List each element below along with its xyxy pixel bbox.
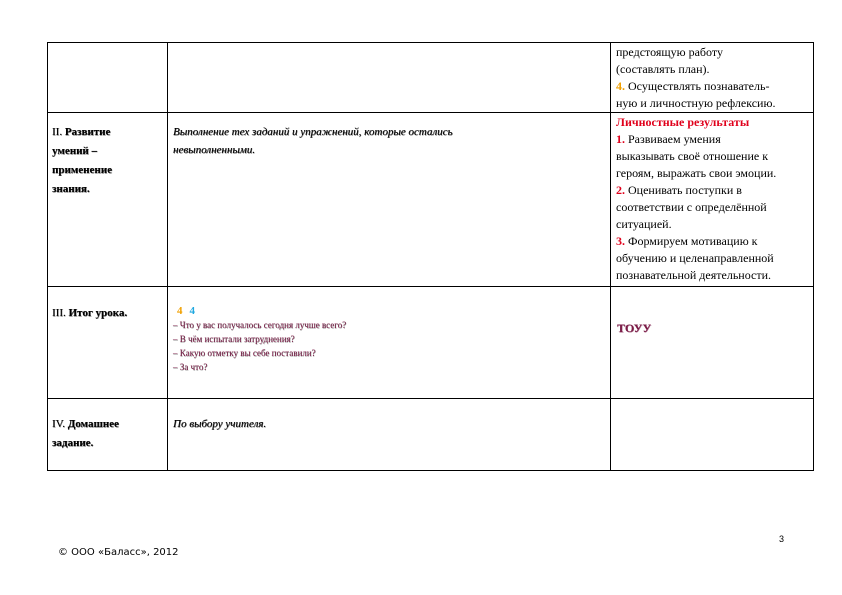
stage-cell <box>48 399 168 471</box>
task-cell <box>168 113 611 287</box>
mark-orange: 4 <box>177 305 183 317</box>
table-row-continuation <box>48 43 814 113</box>
task-line: По выбору учителя. <box>173 418 267 430</box>
question-list <box>173 318 610 374</box>
stage-cell-empty <box>48 43 168 113</box>
results-line: ную и личностную рефлексию. <box>616 96 776 110</box>
task-cell <box>168 399 611 471</box>
task-cell-empty <box>168 43 611 113</box>
results-line: (составлять план). <box>616 62 710 76</box>
lesson-plan-table <box>47 42 814 471</box>
results-cell-empty <box>611 399 814 471</box>
results-line: героям, выражать свои эмоции. <box>616 166 777 180</box>
results-line: ситуацией. <box>616 217 672 231</box>
stage-title-line: III. Итог урока. <box>52 307 128 319</box>
stage-cell <box>48 113 168 287</box>
table-row-stage-4 <box>48 399 814 471</box>
marks-row <box>168 287 610 317</box>
results-cell <box>611 287 814 399</box>
results-cell-continuation <box>611 43 814 113</box>
table-row-stage-3 <box>48 287 814 399</box>
item-number: 1. <box>616 132 625 146</box>
stage-number: II. <box>52 126 63 138</box>
item-number: 3. <box>616 234 625 248</box>
stage-title-line: задание. <box>52 437 94 449</box>
stage-title-line: умений – <box>52 145 97 157</box>
results-heading: Личностные результаты <box>616 115 750 129</box>
list-item: – В чём испытали затруднения? <box>173 334 295 344</box>
item-number: 4. <box>616 79 625 93</box>
results-line: предстоящую работу <box>616 45 723 59</box>
task-line: невыполненными. <box>173 144 256 156</box>
results-line: познавательной деятельности. <box>616 268 772 282</box>
stage-number: IV. <box>52 418 65 430</box>
item-number: 2. <box>616 183 625 197</box>
list-item: – Какую отметку вы себе поставили? <box>173 348 316 358</box>
stage-title-line: II. Развитие <box>52 126 111 138</box>
results-line: соответствии с определённой <box>616 200 767 214</box>
results-item-3: 3. Формируем мотивацию к <box>616 234 758 248</box>
list-item: – Что у вас получалось сегодня лучше всего? <box>173 320 347 330</box>
stage-cell <box>48 287 168 399</box>
stage-title-line: знания. <box>52 183 90 195</box>
stage-title-line: IV. Домашнее <box>52 418 119 430</box>
results-line: выказывать своё отношение к <box>616 149 769 163</box>
results-item-2: 2. Оценивать поступки в <box>616 183 742 197</box>
table-row-stage-2 <box>48 113 814 287</box>
results-line: обучению и целенаправленной <box>616 251 774 265</box>
results-line: Осуществлять познаватель- <box>628 79 770 93</box>
results-item-1: 1. Развиваем умения <box>616 132 721 146</box>
list-item: – За что? <box>173 362 208 372</box>
mark-blue: 4 <box>189 305 195 317</box>
task-line: Выполнение тех заданий и упражнений, которые остались <box>173 126 453 138</box>
results-item-4 <box>616 78 809 95</box>
results-cell <box>611 113 814 287</box>
page-number: 3 <box>779 534 785 544</box>
task-cell <box>168 287 611 399</box>
uud-label: ТОУУ <box>617 321 652 335</box>
copyright-notice: © ООО «Баласс», 2012 <box>58 547 179 558</box>
stage-title-line: применение <box>52 164 112 176</box>
stage-number: III. <box>52 307 66 319</box>
